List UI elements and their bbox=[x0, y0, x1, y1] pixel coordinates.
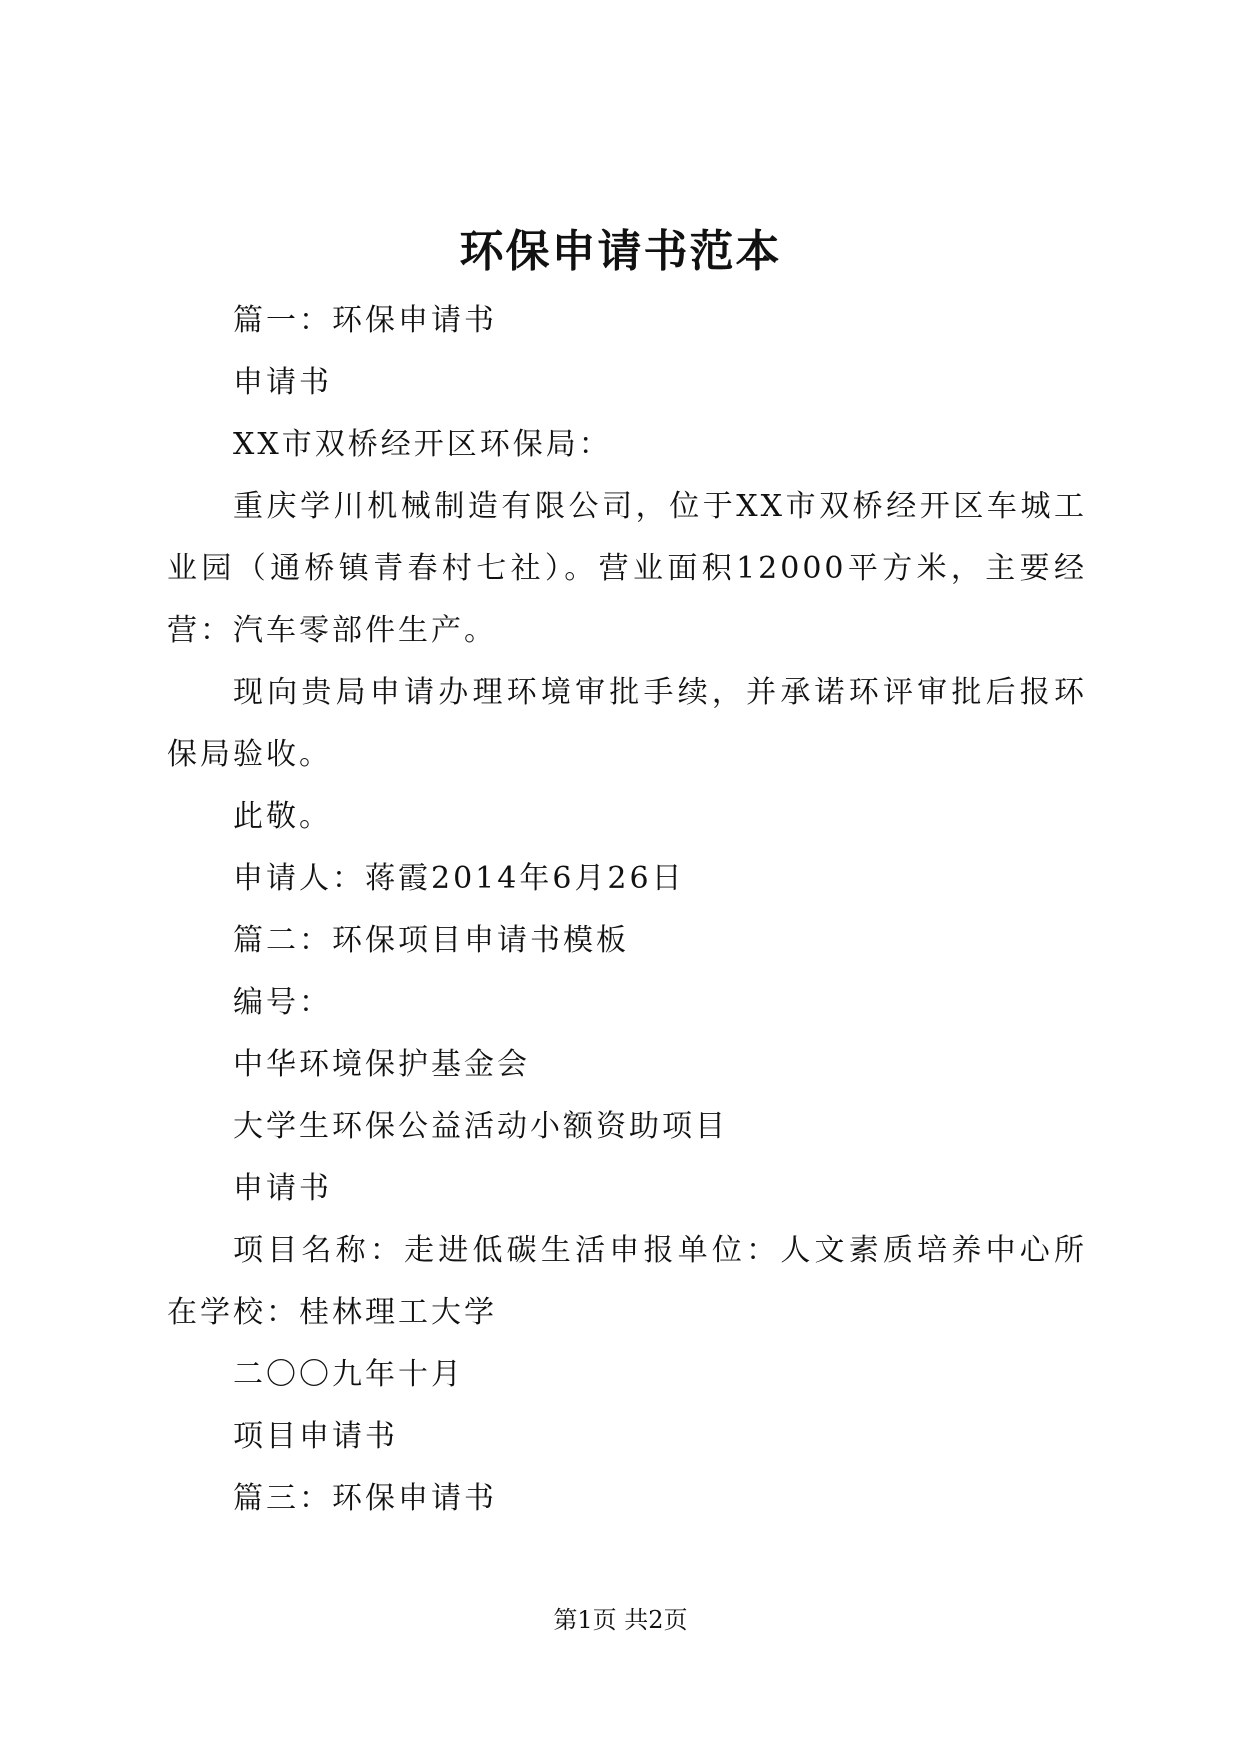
paragraph: 此敬。 bbox=[233, 799, 332, 834]
page-number: 第1页 共2页 bbox=[553, 1606, 688, 1634]
paragraph: 申请书 bbox=[233, 365, 332, 400]
section-heading-1: 篇一：环保申请书 bbox=[233, 303, 497, 338]
paragraph: 项目申请书 bbox=[233, 1419, 398, 1454]
section-heading-2: 篇二：环保项目申请书模板 bbox=[233, 923, 629, 958]
document-title: 环保申请书范本 bbox=[459, 226, 782, 277]
addressee: XX市双桥经开区环保局： bbox=[233, 427, 612, 462]
paragraph: 项目名称：走进低碳生活申报单位：人文素质培养中心所在学校：桂林理工大学 bbox=[167, 1233, 1087, 1330]
paragraph: 现向贵局申请办理环境审批手续，并承诺环评审批后报环保局验收。 bbox=[167, 675, 1087, 772]
paragraph: 大学生环保公益活动小额资助项目 bbox=[233, 1109, 728, 1144]
paragraph: 中华环境保护基金会 bbox=[233, 1047, 530, 1082]
paragraph: 编号： bbox=[233, 985, 332, 1020]
signature-line: 申请人：蒋霞2014年6月26日 bbox=[233, 861, 685, 896]
document-body bbox=[167, 290, 1087, 1530]
paragraph: 二〇〇九年十月 bbox=[233, 1357, 464, 1392]
paragraph: 重庆学川机械制造有限公司，位于XX市双桥经开区车城工业园（通桥镇青春村七社）。营业面积12000平方米，主要经营：汽车零部件生产。 bbox=[167, 489, 1087, 648]
section-heading-3: 篇三：环保申请书 bbox=[233, 1481, 497, 1516]
paragraph: 申请书 bbox=[233, 1171, 332, 1206]
